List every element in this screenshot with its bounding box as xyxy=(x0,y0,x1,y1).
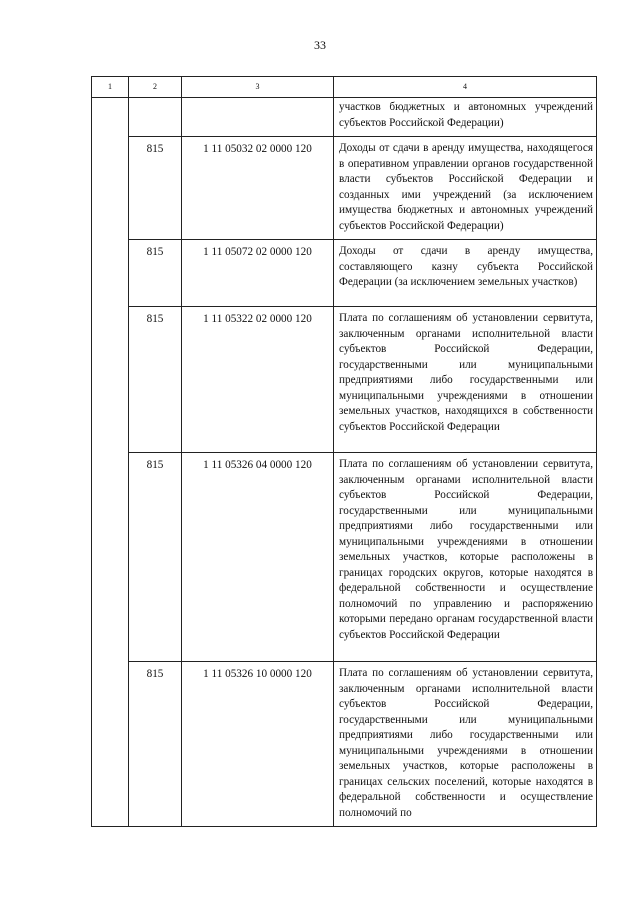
income-codes-table xyxy=(91,76,597,827)
admin-code: 815 xyxy=(129,662,182,827)
income-description: Доходы от сдачи в аренду имущества, составляющего казну субъекта Российской Федерации (за исключением земельных участков) xyxy=(334,240,597,307)
table-row xyxy=(92,453,597,662)
admin-code: 815 xyxy=(129,240,182,307)
income-code: 1 11 05326 10 0000 120 xyxy=(182,662,334,827)
table-row xyxy=(92,307,597,453)
income-code: 1 11 05322 02 0000 120 xyxy=(182,307,334,453)
income-code: 1 11 05072 02 0000 120 xyxy=(182,240,334,307)
page-number: 33 xyxy=(314,38,326,52)
income-description: Плата по соглашениям об установлении сервитута, заключенным органами исполнительной власти субъектов Российской Федерации, государственными или муниципальными предприятиями либо государственными или муниципальными учреждениями в отношении земельных участков, которые расположены в границах городских округов, которые находятся в федеральной собственности и осуществление полномочий по управлению и распоряжению которыми передано органам государственной власти субъектов Российской Федерации xyxy=(334,453,597,662)
header-cell-1: 1 xyxy=(92,77,129,98)
income-description: Доходы от сдачи в аренду имущества, находящегося в оперативном управлении органов государственной власти субъектов Российской Федерации и созданных ими учреждений (за исключением имущества бюджетных и автономных учреждений субъектов Российской Федерации) xyxy=(334,137,597,240)
header-cell-4: 4 xyxy=(334,77,597,98)
table-row xyxy=(92,137,597,240)
income-description: Плата по соглашениям об установлении сервитута, заключенным органами исполнительной власти субъектов Российской Федерации, государственными или муниципальными предприятиями либо государственными или муниципальными учреждениями в отношении земельных участков, находящихся в собственности субъектов Российской Федерации xyxy=(334,307,597,453)
table-row xyxy=(92,662,597,827)
admin-code: 815 xyxy=(129,453,182,662)
admin-code: 815 xyxy=(129,137,182,240)
admin-code: 815 xyxy=(129,307,182,453)
continuation-text: участков бюджетных и автономных учреждений субъектов Российской Федерации) xyxy=(334,98,597,137)
empty-cell xyxy=(129,98,182,137)
income-description: Плата по соглашениям об установлении сервитута, заключенным органами исполнительной власти субъектов Российской Федерации, государственными или муниципальными предприятиями либо государственными или муниципальными учреждениями в отношении земельных участков, которые расположены в границах сельских поселений, которые находятся в федеральной собственности и осуществление полномочий по xyxy=(334,662,597,827)
table-row xyxy=(92,240,597,307)
empty-first-column xyxy=(92,98,129,827)
empty-cell xyxy=(182,98,334,137)
table-header-row xyxy=(92,77,597,98)
continuation-row xyxy=(92,98,597,137)
income-code: 1 11 05032 02 0000 120 xyxy=(182,137,334,240)
income-code: 1 11 05326 04 0000 120 xyxy=(182,453,334,662)
header-cell-2: 2 xyxy=(129,77,182,98)
header-cell-3: 3 xyxy=(182,77,334,98)
